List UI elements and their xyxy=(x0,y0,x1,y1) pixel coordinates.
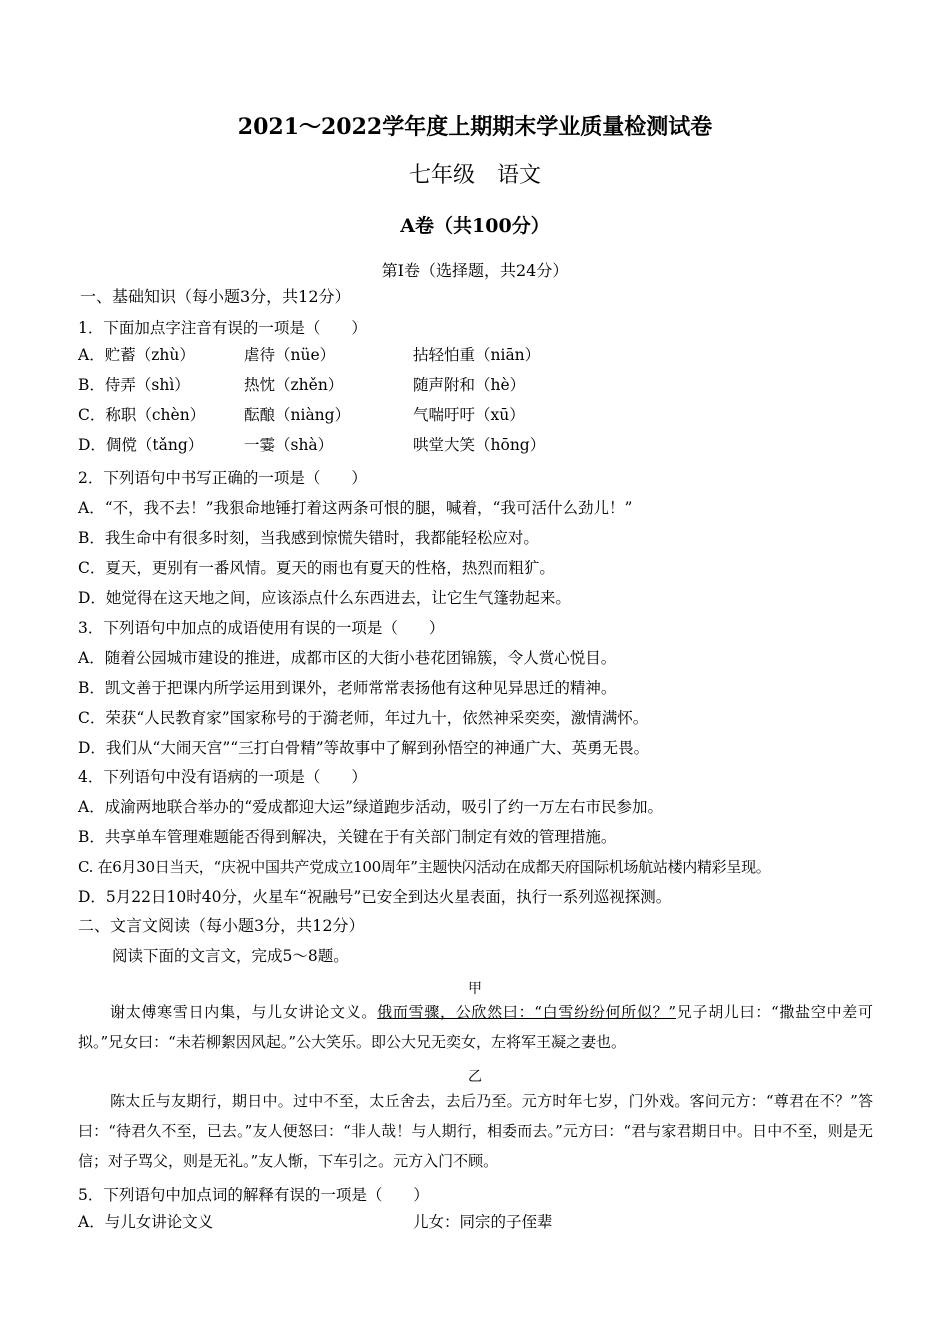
passage-jia-part3: 兄子胡儿曰：“撒盐空中差可拟。”兄女曰：“未若柳絮因风起。”公大笑乐。即公大兄无奕女，左将军王凝之妻也。 xyxy=(78,1003,873,1051)
q1-option-a1: A．贮蓄（zhù） xyxy=(78,346,195,364)
q1-option-b1: B．侍弄（shì） xyxy=(78,376,190,394)
exam-subtitle: 七年级 语文 xyxy=(408,163,541,188)
q1-option-d2: 一霎（shà） xyxy=(244,436,334,454)
q4-option-c: C. 在6月30日当天，“庆祝中国共产党成立100周年”主题快闪活动在成都天府国际机场航站楼内精彩呈现。 xyxy=(78,858,771,876)
passage-jia-underlined: 俄而雪骤，公欣然曰：“白雪纷纷何所似？” xyxy=(377,1003,677,1021)
q5-option-a-gloss: 儿女：同宗的子侄辈 xyxy=(413,1213,553,1231)
part1-title: 第Ⅰ卷（选择题，共24分） xyxy=(381,261,569,280)
q1-option-c2: 酝酿（niàng） xyxy=(244,406,351,424)
q1-option-a2: 虐待（nüe） xyxy=(244,346,336,364)
q2-option-d: D．她觉得在这天地之间，应该添点什么东西进去，让它生气篷勃起来。 xyxy=(78,589,571,607)
passage-jia xyxy=(78,997,873,1057)
section1-heading: 一、基础知识（每小题3分，共12分） xyxy=(80,287,351,306)
q5-stem: 5．下列语句中加点词的解释有误的一项是（ ） xyxy=(78,1186,429,1204)
q2-option-c: C．夏天，更别有一番风情。夏天的雨也有夏天的性格，热烈而粗犷。 xyxy=(78,559,555,577)
section2-intro: 阅读下面的文言文，完成5～8题。 xyxy=(112,947,349,965)
q4-option-b: B．共享单车管理难题能否得到解决，关键在于有关部门制定有效的管理措施。 xyxy=(78,828,617,846)
volume-a-title: A卷（共100分） xyxy=(400,215,550,237)
q1-option-d3: 哄堂大笑（hōng） xyxy=(413,436,546,454)
q4-stem: 4．下列语句中没有语病的一项是（ ） xyxy=(78,768,367,786)
passage-jia-label: 甲 xyxy=(468,981,482,997)
q1-option-c3: 气喘吁吁（xū） xyxy=(413,406,525,424)
q1-option-d1: D．倜傥（tǎng） xyxy=(78,436,204,454)
q4-option-a: A．成渝两地联合举办的“爱成都迎大运”绿道跑步活动，吸引了约一万左右市民参加。 xyxy=(78,798,664,816)
q3-stem: 3．下列语句中加点的成语使用有误的一项是（ ） xyxy=(78,619,445,637)
q5-option-a: A．与儿女讲论文义 xyxy=(78,1213,214,1231)
q1-option-b2: 热忱（zhěn） xyxy=(244,376,344,394)
q2-option-a: A．“不，我不去！”我狠命地锤打着这两条可恨的腿，喊着，“我可活什么劲儿！” xyxy=(78,499,633,517)
passage-jia-part1: 谢太傅寒雪日内集，与儿女讲论文义。 xyxy=(110,1003,378,1021)
section2-heading: 二、文言文阅读（每小题3分，共12分） xyxy=(78,916,365,935)
passage-yi-label: 乙 xyxy=(468,1069,482,1085)
q2-option-b: B．我生命中有很多时刻，当我感到惊慌失错时，我都能轻松应对。 xyxy=(78,529,539,547)
q1-option-c1: C．称职（chèn） xyxy=(78,406,206,424)
q1-option-b3: 随声附和（hè） xyxy=(413,376,526,394)
q1-option-a3: 拈轻怕重（niān） xyxy=(413,346,541,364)
q4-option-d: D．5月22日10时40分，火星车“祝融号”已安全到达火星表面，执行一系列巡视探测。 xyxy=(78,888,672,906)
q3-option-a: A．随着公园城市建设的推进，成都市区的大街小巷花团锦簇，令人赏心悦目。 xyxy=(78,649,617,667)
q3-option-d: D．我们从“大闹天宫”“三打白骨精”等故事中了解到孙悟空的神通广大、英勇无畏。 xyxy=(78,739,650,757)
q3-option-b: B．凯文善于把课内所学运用到课外，老师常常表扬他有这种见异思迁的精神。 xyxy=(78,679,617,697)
q3-option-c: C．荣获“人民教育家”国家称号的于漪老师，年过九十，依然神采奕奕，激情满怀。 xyxy=(78,709,649,727)
passage-yi: 陈太丘与友期行，期日中。过中不至，太丘舍去，去后乃至。元方时年七岁，门外戏。客问元方：“尊君在不？”答曰：“待君久不至，已去。”友人便怒曰：“非人哉！与人期行，相委而去。”元方曰：“君与家君期日中。日中不至，则是无信；对子骂父，则是无礼。”友人惭，下车引之。元方入门不顾。 xyxy=(78,1092,873,1170)
q1-stem: 1．下面加点字注音有误的一项是（ ） xyxy=(78,319,367,337)
exam-title: 2021～2022学年度上期期末学业质量检测试卷 xyxy=(237,114,713,140)
q2-stem: 2．下列语句中书写正确的一项是（ ） xyxy=(78,469,367,487)
